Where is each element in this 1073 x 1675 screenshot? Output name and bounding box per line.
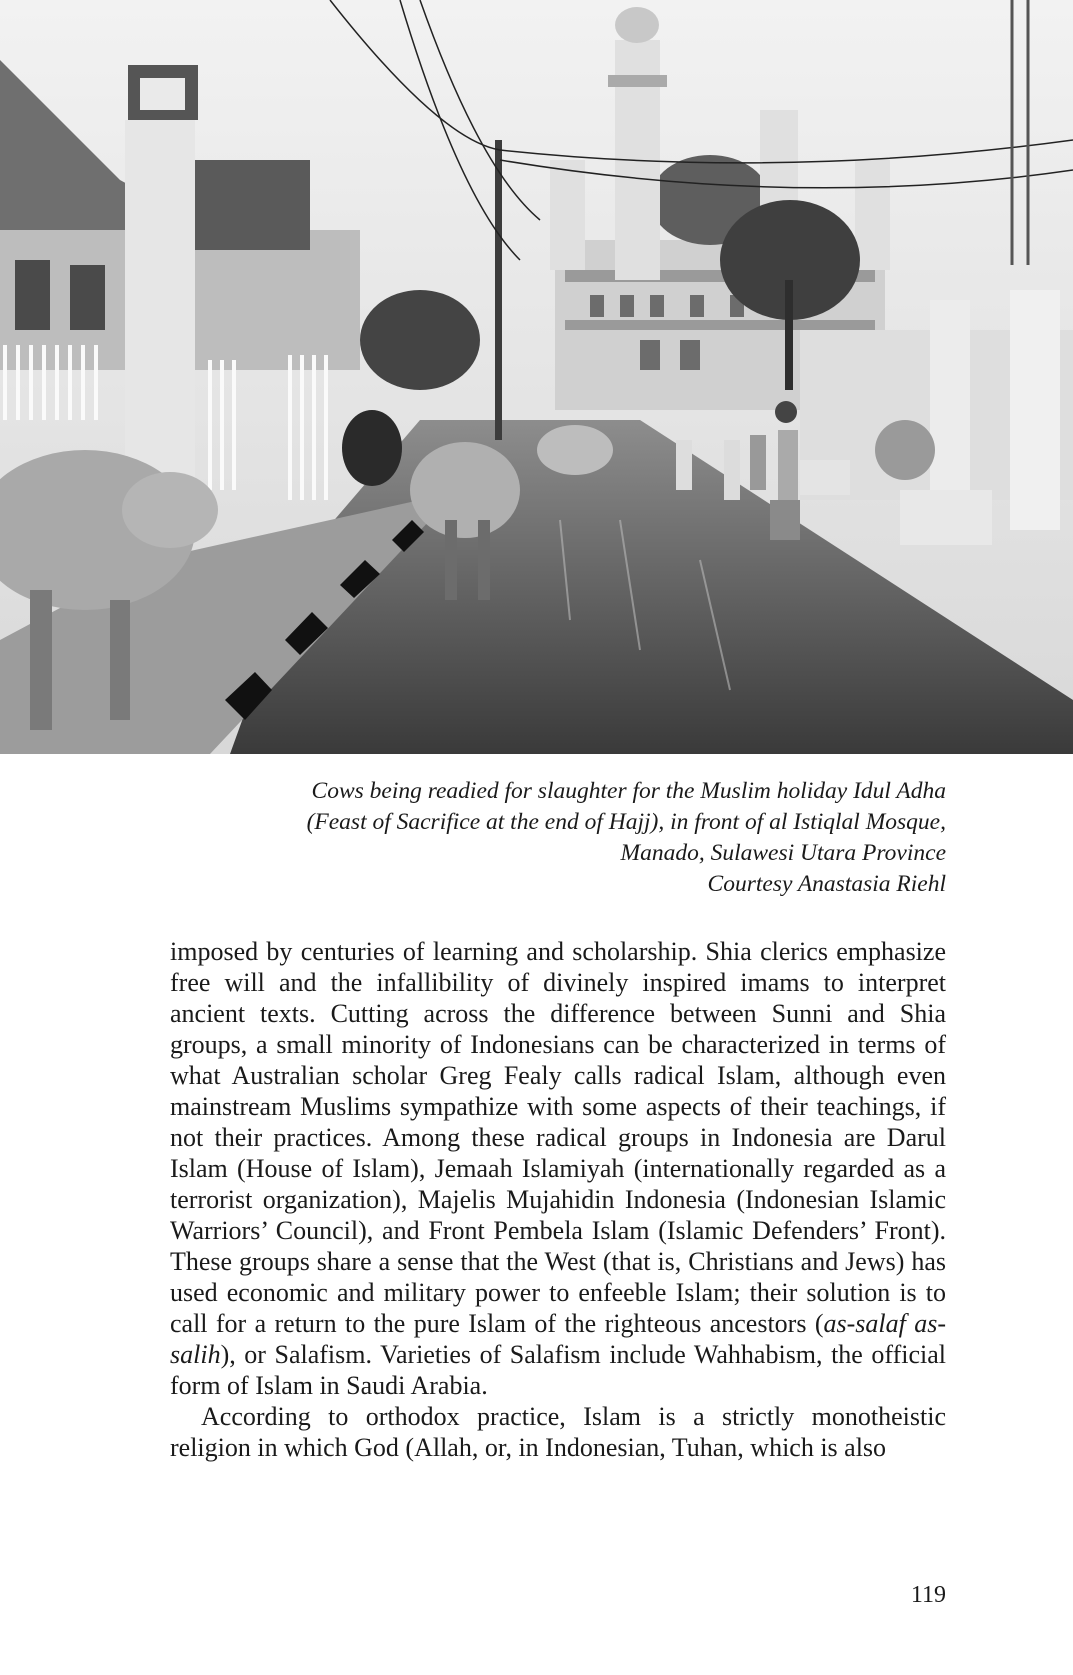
photo-caption — [200, 776, 946, 900]
paragraph-1-text: imposed by centuries of learning and scholarship. Shia clerics emphasize free will and the infallibility of divinely inspired imams to interpret ancient texts. Cutting across the difference between Sunni and Shia groups, a small minority of Indonesians can be characterized in terms of what Australian scholar Greg Fealy calls radical Islam, although even mainstream Muslims sympathize with some aspects of their teachings, if not their practices. Among these radical groups in Indonesia are Darul Islam (House of Islam), Jemaah Islamiyah (internationally regarded as a terrorist organization), Majelis Mujahidin Indonesia (Indonesian Islamic Warriors’ Council), and Front Pembela Islam (Islamic Defenders’ Front). These groups share a sense that the West (that is, Christians and Jews) has used economic and military power to enfeeble Islam; their solution is to call for a return to the pure Islam of the righteous ancestors ( — [170, 937, 946, 1338]
page-number: 119 — [910, 1582, 946, 1608]
caption-line-3: Manado, Sulawesi Utara Province — [620, 840, 946, 866]
caption-line-2: (Feast of Sacrifice at the end of Hajj), in front of al Istiqlal Mosque, — [306, 809, 946, 835]
caption-credit: Courtesy Anastasia Riehl — [707, 871, 946, 897]
paragraph-1-text-end: ), or Salafism. Varieties of Salafism include Wahhabism, the official form of Islam in Saudi Arabia. — [170, 1340, 946, 1400]
street-photo — [0, 0, 1073, 754]
caption-line-1: Cows being readied for slaughter for the Muslim holiday Idul Adha — [311, 778, 946, 804]
paragraph-2: According to orthodox practice, Islam is a strictly monotheistic religion in which God (Allah, or, in Indonesian, Tuhan, which is also — [170, 1402, 946, 1462]
paragraph-1 — [170, 936, 946, 1401]
body-text — [170, 936, 946, 1463]
paragraph-1-italic-term: as-salaf as-salih — [170, 1309, 946, 1369]
